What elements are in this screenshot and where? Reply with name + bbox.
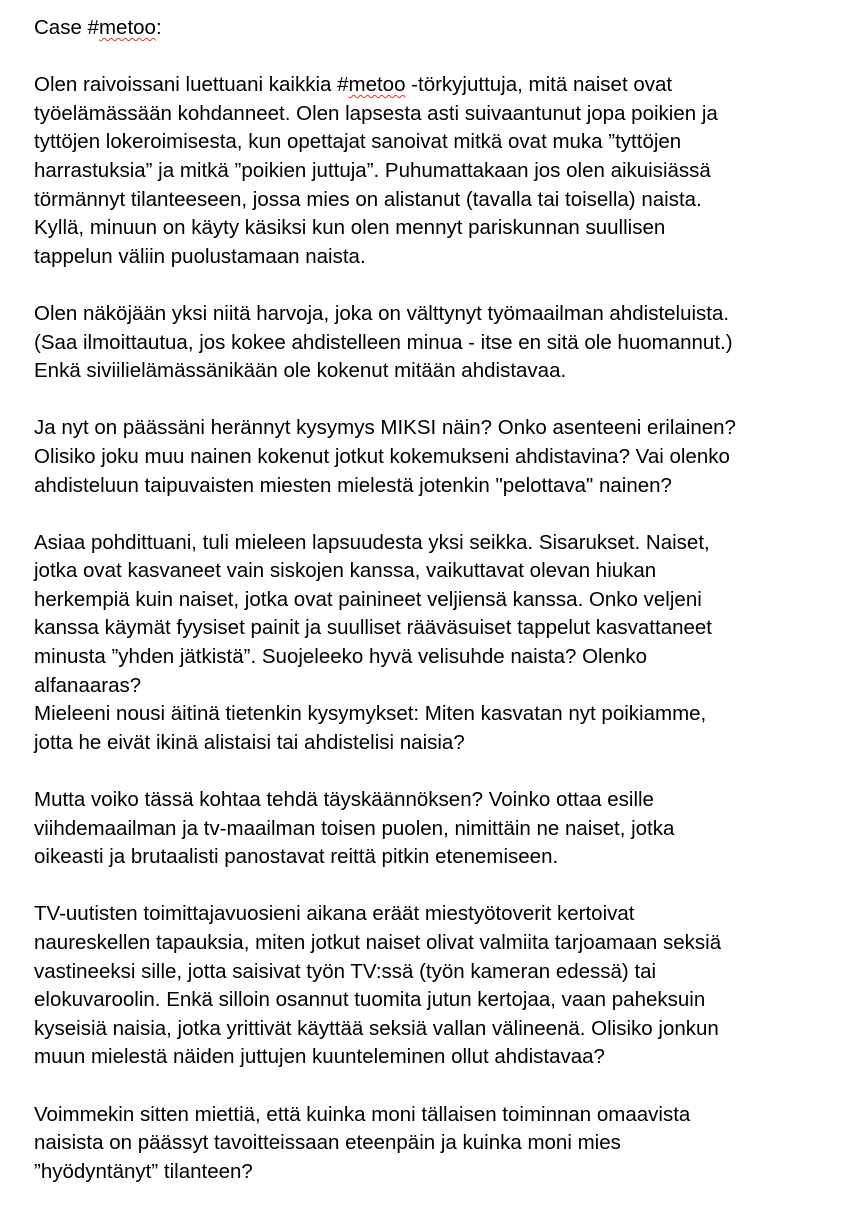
- text-line: naureskellen tapauksia, miten jotkut naiset olivat valmiita tarjoamaan seksiä: [34, 931, 722, 954]
- text-line: Enkä siviilielämässänikään ole kokenut mitään ahdistavaa.: [34, 359, 567, 383]
- text-line: harrastuksia” ja mitkä ”poikien juttuja”. Puhumattakaan jos olen aikuisiässä: [34, 158, 711, 182]
- text-line: Kyllä, minuun on käyty käsiksi kun olen mennyt pariskunnan suullisen: [34, 216, 666, 240]
- title-suffix: :: [155, 16, 162, 39]
- text-line: [34, 71, 844, 100]
- text-line: TV-uutisten toimittajavuosieni aikana eräät miestyötoverit kertoivat: [34, 902, 635, 926]
- text-line: työelämässään kohdanneet. Olen lapsesta asti suivaantunut jopa poikien ja: [34, 101, 718, 125]
- text-line: ”hyödyntänyt” tilanteen?: [34, 1159, 253, 1183]
- text-line: Voimmekin sitten miettiä, että kuinka moni tällaisen toiminnan omaavista: [34, 1102, 691, 1126]
- text-line: törmännyt tilanteeseen, jossa mies on alistanut (tavalla tai toisella) naista.: [34, 187, 702, 211]
- text-line: jotka ovat kasvaneet vain siskojen kanssa, vaikuttavat olevan hiukan: [34, 559, 657, 583]
- text-line: herkempiä kuin naiset, jotka ovat painineet veljiensä kanssa. Onko veljeni: [34, 587, 702, 611]
- text-line: ahdisteluun taipuvaisten miesten mielestä jotenkin "pelottava" nainen?: [34, 473, 672, 497]
- paragraph-3: [34, 414, 844, 500]
- text-line: minusta ”yhden jätkistä”. Suojeleeko hyvä velisuhde naista? Olenko: [34, 645, 648, 669]
- text-line: vastineeksi sille, jotta saisivat työn TV:ssä (työn kameran edessä) tai: [34, 959, 657, 983]
- text-line: jotta he eivät ikinä alistaisi tai ahdistelisi naisia?: [34, 730, 465, 754]
- text-line: Mieleeni nousi äitinä tietenkin kysymykset: Miten kasvatan nyt poikiamme,: [34, 702, 707, 726]
- line-text-before-hashtag: Olen raivoissani luettuani kaikkia #: [34, 73, 349, 97]
- paragraph-1: [34, 71, 844, 271]
- paragraph-5: [34, 786, 844, 872]
- text-line: naisista on päässyt tavoitteissaan eteenpäin ja kuinka moni mies: [34, 1131, 621, 1155]
- text-line: Mutta voiko tässä kohtaa tehdä täyskäännöksen? Voinko ottaa esille: [34, 788, 654, 812]
- text-line: viihdemaailman ja tv-maailman toisen puolen, nimittäin ne naiset, jotka: [34, 816, 675, 840]
- text-line: alfanaaras?: [34, 673, 142, 697]
- text-line: Olisiko joku muu nainen kokenut jotkut kokemukseni ahdistavina? Vai olenko: [34, 444, 730, 468]
- title-prefix: Case #: [34, 16, 99, 39]
- text-line: Ja nyt on päässäni herännyt kysymys MIKSI näin? Onko asenteeni erilainen?: [34, 416, 736, 440]
- title-hashtag-word: metoo: [98, 16, 156, 39]
- paragraph-2: [34, 300, 844, 386]
- hashtag-word: metoo: [348, 73, 406, 97]
- text-line: tyttöjen lokeroimisesta, kun opettajat sanoivat mitkä ovat muka ”tyttöjen: [34, 130, 682, 154]
- text-line: kanssa käymät fyysiset painit ja suulliset rääväsuiset tappelut kasvattaneet: [34, 616, 712, 640]
- text-line: (Saa ilmoittautua, jos kokee ahdistelleen minua - itse en sitä ole huomannut.): [34, 330, 733, 354]
- text-line: tappelun väliin puolustamaan naista.: [34, 244, 366, 268]
- line-text-after-hashtag: -törkyjuttuja, mitä naiset ovat: [405, 73, 673, 97]
- paragraph-6: [34, 900, 844, 1072]
- text-line: Olen näköjään yksi niitä harvoja, joka on välttynyt työmaailman ahdisteluista.: [34, 301, 730, 325]
- document-title: [34, 14, 844, 43]
- paragraph-7: [34, 1101, 844, 1187]
- paragraph-4: [34, 529, 844, 758]
- text-line: Asiaa pohdittuani, tuli mieleen lapsuudesta yksi seikka. Sisarukset. Naiset,: [34, 530, 710, 554]
- paragraph-list: [34, 71, 844, 1186]
- document-body: [34, 14, 844, 1215]
- text-line: muun mielestä näiden juttujen kuunteleminen ollut ahdistavaa?: [34, 1045, 605, 1069]
- text-line: oikeasti ja brutaalisti panostavat reittä pitkin etenemiseen.: [34, 845, 559, 869]
- text-line: elokuvaroolin. Enkä silloin osannut tuomita jutun kertojaa, vaan paheksuin: [34, 988, 706, 1012]
- text-line: kyseisiä naisia, jotka yrittivät käyttää seksiä vallan välineenä. Olisiko jonkun: [34, 1016, 719, 1040]
